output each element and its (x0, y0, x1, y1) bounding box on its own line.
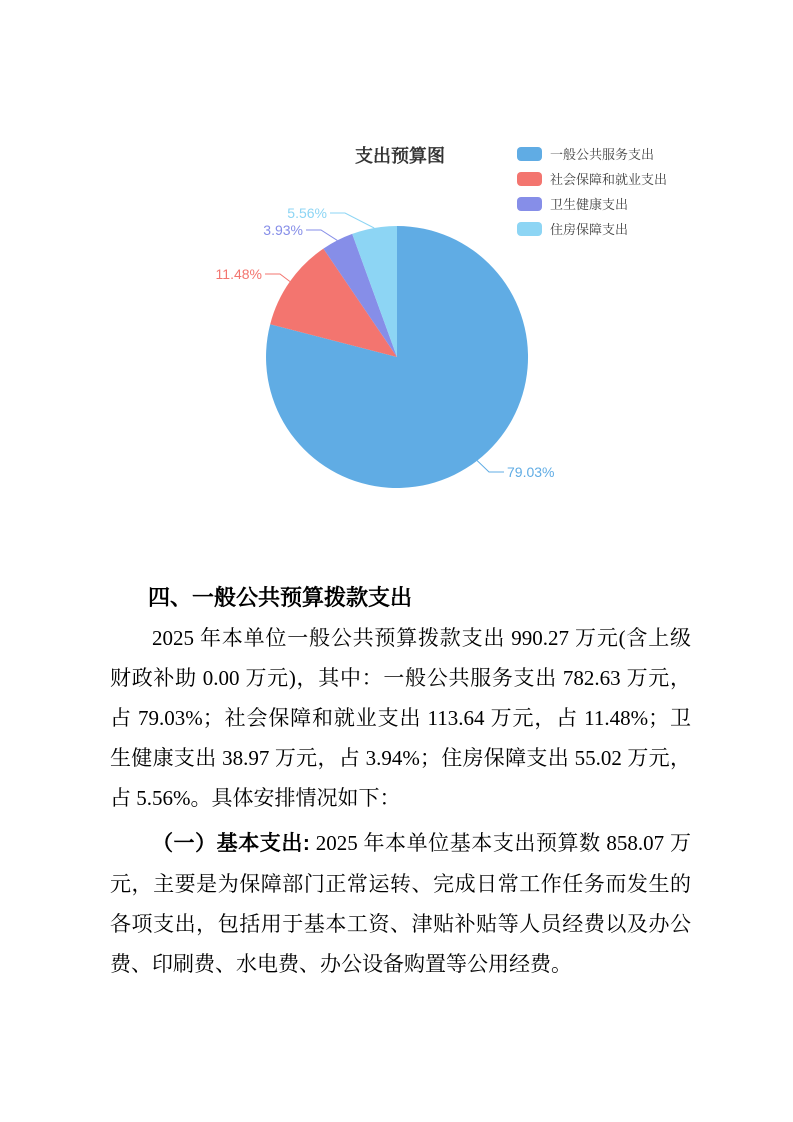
legend-label: 社会保障和就业支出 (550, 172, 668, 187)
pie-label-line-1 (265, 274, 290, 282)
document-body (110, 578, 691, 984)
paragraph-lead-basic-expenditure: （一）基本支出: (152, 832, 310, 855)
paragraph-rest-basic-expenditure: 2025 年本单位基本支出预算数 858.07 万元，主要是为保障部门正常运转、完成日常工作任务而发生的各项支出，包括用于基本工资、津贴补贴等人员经费以及办公费、印刷费、水电费、办公设备购置等公用经费。 (110, 831, 691, 976)
chart-title: 支出预算图 (355, 146, 445, 166)
pie-label-3: 5.56% (287, 205, 327, 221)
legend-label: 住房保障支出 (550, 222, 629, 237)
legend-label: 卫生健康支出 (550, 197, 629, 212)
expenditure-budget-chart (0, 0, 793, 560)
pie-label-line-3 (330, 213, 374, 228)
pie-label-line-0 (477, 461, 504, 472)
paragraph-basic-expenditure (110, 823, 691, 984)
pie-label-2: 3.93% (263, 222, 303, 238)
pie-label-1: 11.48% (215, 266, 262, 282)
pie-chart (0, 0, 793, 560)
paragraph-budget-summary: 2025 年本单位一般公共预算拨款支出 990.27 万元(含上级财政补助 0.00 万元)，其中：一般公共服务支出 782.63 万元，占 79.03%；社会保障和就业支出 113.64 万元，占 11.48%；卫生健康支出 38.97 万元，占 3.94%；住房保障支出 55.02 万元，占 5.56%。具体安排情况如下： (110, 626, 691, 810)
pie-label-line-2 (306, 230, 337, 240)
section-heading: 四、一般公共预算拨款支出 (148, 585, 413, 610)
pie-label-0: 79.03% (507, 464, 555, 480)
legend-label: 一般公共服务支出 (550, 147, 655, 162)
